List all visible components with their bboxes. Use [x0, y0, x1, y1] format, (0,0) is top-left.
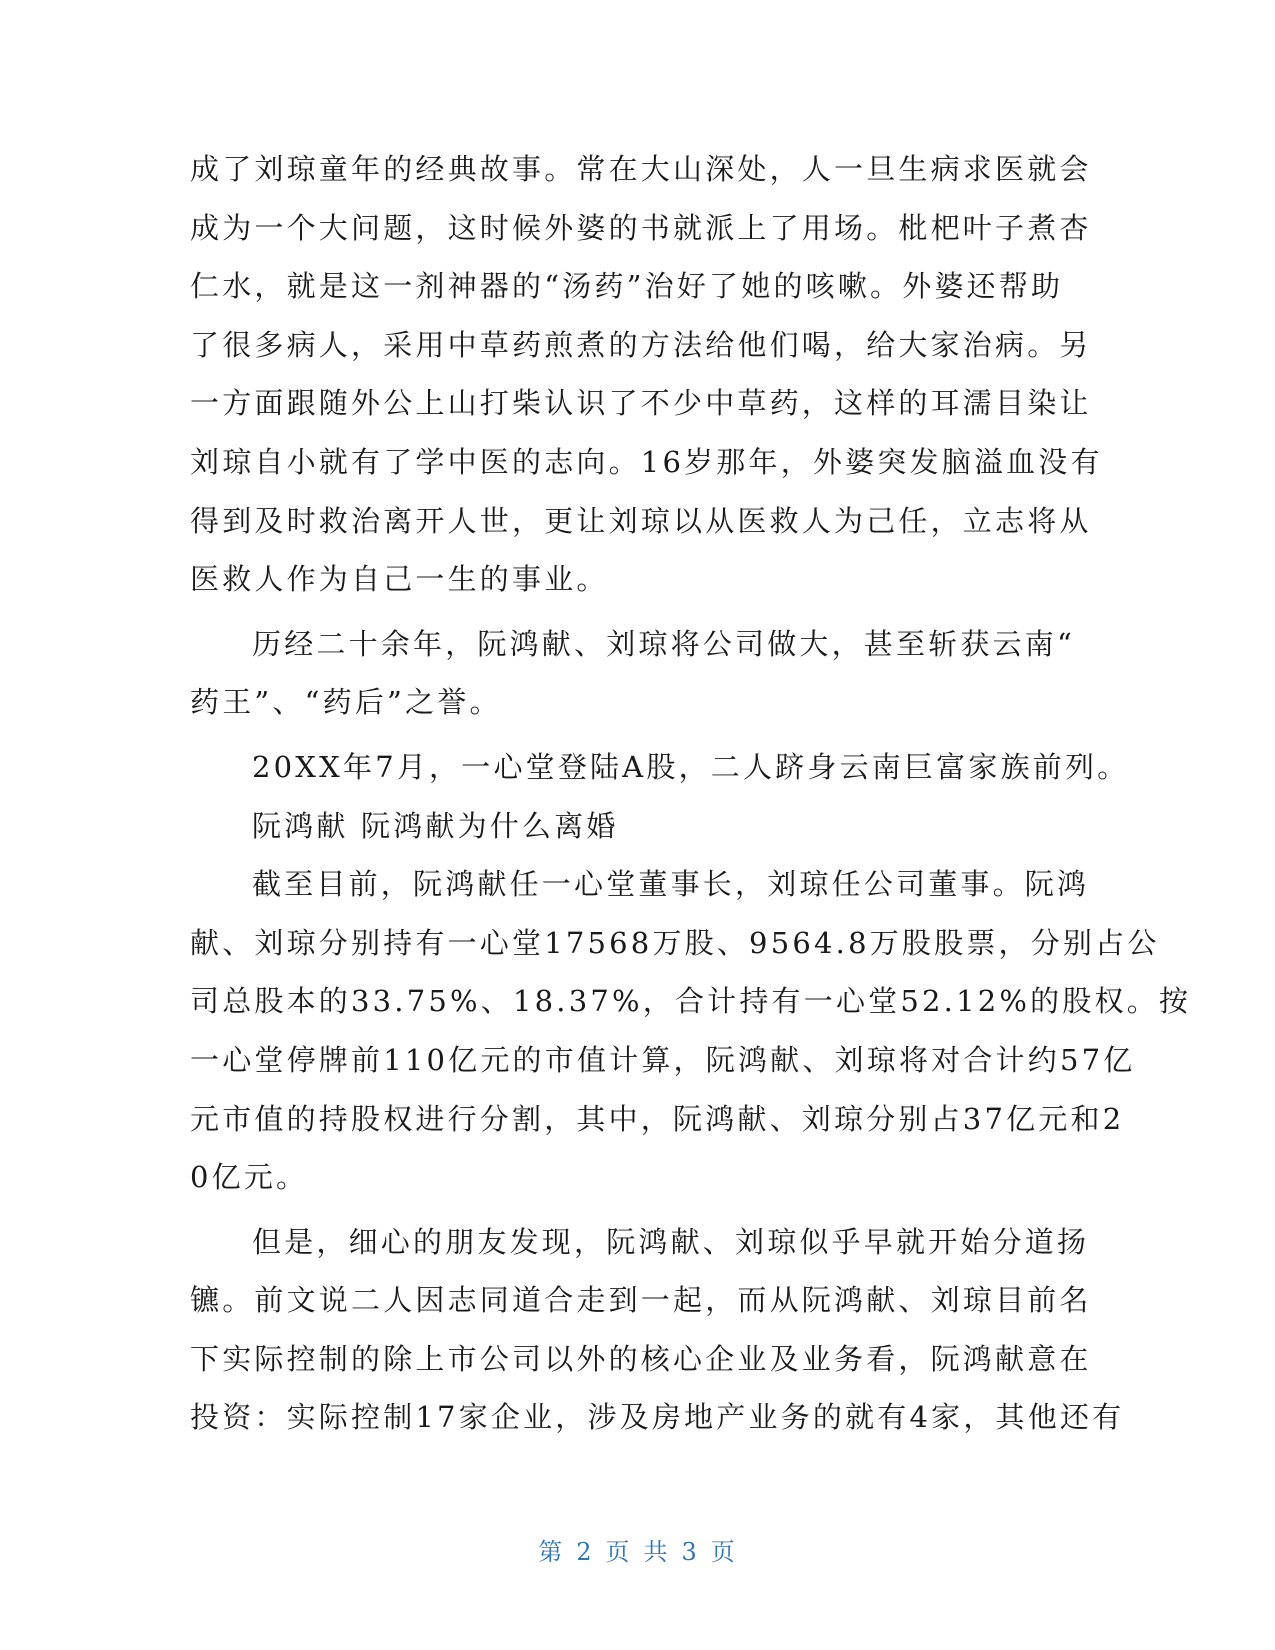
footer-ye: 页 [605, 1538, 632, 1566]
text-line: 刘琼自小就有了学中医的志向。16岁那年，外婆突发脑溢血没有 [190, 444, 1103, 479]
text-line: 20XX年7月，一心堂登陆A股，二人跻身云南巨富家族前列。 [252, 749, 1130, 784]
text-line: 献、刘琼分别持有一心堂17568万股、9564.8万股股票，分别占公 [190, 925, 1160, 960]
text-line: 元市值的持股权进行分割，其中，阮鸿献、刘琼分别占37亿元和2 [190, 1101, 1125, 1136]
footer-di: 第 [538, 1538, 565, 1566]
text-line: 药王”、“药后”之誉。 [190, 685, 502, 720]
footer-gong: 共 [643, 1538, 670, 1566]
footer-page-number: 2 [576, 1538, 594, 1566]
text-line: 成为一个大问题，这时候外婆的书就派上了用场。枇杷叶子煮杏 [190, 210, 1092, 245]
text-line: 一心堂停牌前110亿元的市值计算，阮鸿献、刘琼将对合计约57亿 [190, 1042, 1136, 1077]
text-line: 镳。前文说二人因志同道合走到一起，而从阮鸿献、刘琼目前名 [190, 1283, 1092, 1318]
subheading-line: 阮鸿献 阮鸿献为什么离婚 [252, 808, 619, 843]
text-line: 0亿元。 [190, 1160, 309, 1195]
text-line: 得到及时救治离开人世，更让刘琼以从医救人为己任，立志将从 [190, 503, 1092, 538]
footer-total-pages: 3 [681, 1538, 699, 1566]
text-line: 了很多病人，采用中草药煎煮的方法给他们喝，给大家治病。另 [190, 327, 1092, 362]
text-line: 投资：实际控制17家企业，涉及房地产业务的就有4家，其他还有 [190, 1400, 1125, 1435]
text-line: 但是，细心的朋友发现，阮鸿献、刘琼似乎早就开始分道扬 [252, 1224, 1090, 1259]
text-line: 一方面跟随外公上山打柴认识了不少中草药，这样的耳濡目染让 [190, 386, 1092, 421]
page-footer [0, 1532, 1275, 1567]
footer-ye: 页 [710, 1538, 737, 1566]
text-line: 成了刘琼童年的经典故事。常在大山深处，人一旦生病求医就会 [190, 152, 1092, 186]
document-body [190, 140, 1192, 1447]
text-line: 司总股本的33.75%、18.37%，合计持有一心堂52.12%的股权。按 [190, 984, 1192, 1019]
text-line: 医救人作为自己一生的事业。 [190, 562, 609, 597]
text-line: 截至目前，阮鸿献任一心堂董事长，刘琼任公司董事。阮鸿 [252, 867, 1090, 902]
text-line: 历经二十余年，阮鸿献、刘琼将公司做大，甚至斩获云南“ [252, 626, 1076, 661]
text-line: 仁水，就是这一剂神器的“汤药”治好了她的咳嗽。外婆还帮助 [190, 269, 1064, 304]
text-line: 下实际控制的除上市公司以外的核心企业及业务看，阮鸿献意在 [190, 1341, 1092, 1376]
